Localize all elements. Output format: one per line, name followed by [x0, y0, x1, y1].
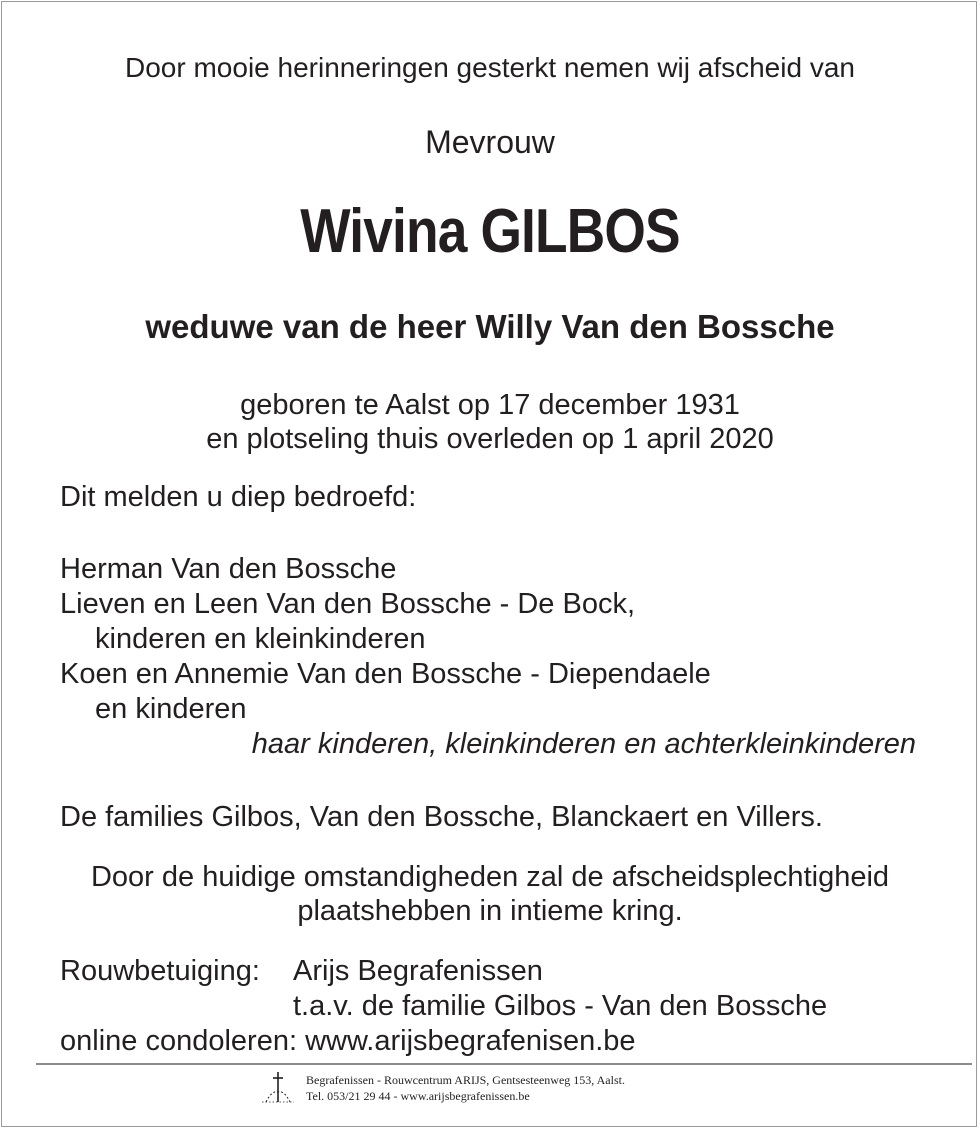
condolence-attn: t.a.v. de familie Gilbos - Van den Bossche	[293, 990, 828, 1022]
ceremony-block	[0, 860, 980, 928]
deceased-name: Wivina GILBOS	[300, 197, 680, 266]
footer-divider	[36, 1063, 972, 1065]
family-line: Lieven en Leen Van den Bossche - De Bock,	[60, 588, 636, 620]
online-condolence[interactable]: online condoleren: www.arijsbegrafenisen.be	[60, 1025, 636, 1057]
condolence-block	[60, 954, 827, 1059]
dates-block	[0, 388, 980, 456]
families-line: De families Gilbos, Van den Bossche, Blanckaert en Villers.	[60, 801, 823, 833]
condolence-row	[60, 954, 827, 989]
condolence-label: Rouwbetuiging:	[60, 955, 260, 987]
died-line: en plotseling thuis overleden op 1 april 2020	[206, 423, 774, 455]
family-list	[60, 552, 916, 762]
family-line: en kinderen	[95, 693, 247, 725]
salutation: Mevrouw	[425, 124, 555, 160]
family-line: kinderen en kleinkinderen	[95, 623, 426, 655]
cross-logo-icon	[258, 1068, 298, 1106]
ceremony-line: plaatshebben in intieme kring.	[297, 895, 683, 927]
family-line: Koen en Annemie Van den Bossche - Diependaele	[60, 658, 711, 690]
footer-contact: Tel. 053/21 29 44 - www.arijsbegrafenissen.be	[306, 1089, 530, 1103]
widow-line: weduwe van de heer Willy Van den Bossche	[145, 308, 835, 345]
funeral-home-info	[306, 1072, 625, 1104]
condolence-name: Arijs Begrafenissen	[293, 955, 543, 987]
footer-address: Begrafenissen - Rouwcentrum ARIJS, Gentsesteenweg 153, Aalst.	[306, 1073, 625, 1087]
condolence-row	[60, 989, 827, 1024]
ceremony-line: Door de huidige omstandigheden zal de afscheidsplechtigheid	[90, 861, 890, 893]
family-summary-line: haar kinderen, kleinkinderen en achterkleinkinderen	[251, 728, 916, 760]
intro-text: Door mooie herinneringen gesterkt nemen wij afscheid van	[125, 52, 855, 83]
announce-line: Dit melden u diep bedroefd:	[60, 481, 417, 513]
family-line: Herman Van den Bossche	[60, 553, 397, 585]
born-line: geboren te Aalst op 17 december 1931	[240, 389, 740, 421]
